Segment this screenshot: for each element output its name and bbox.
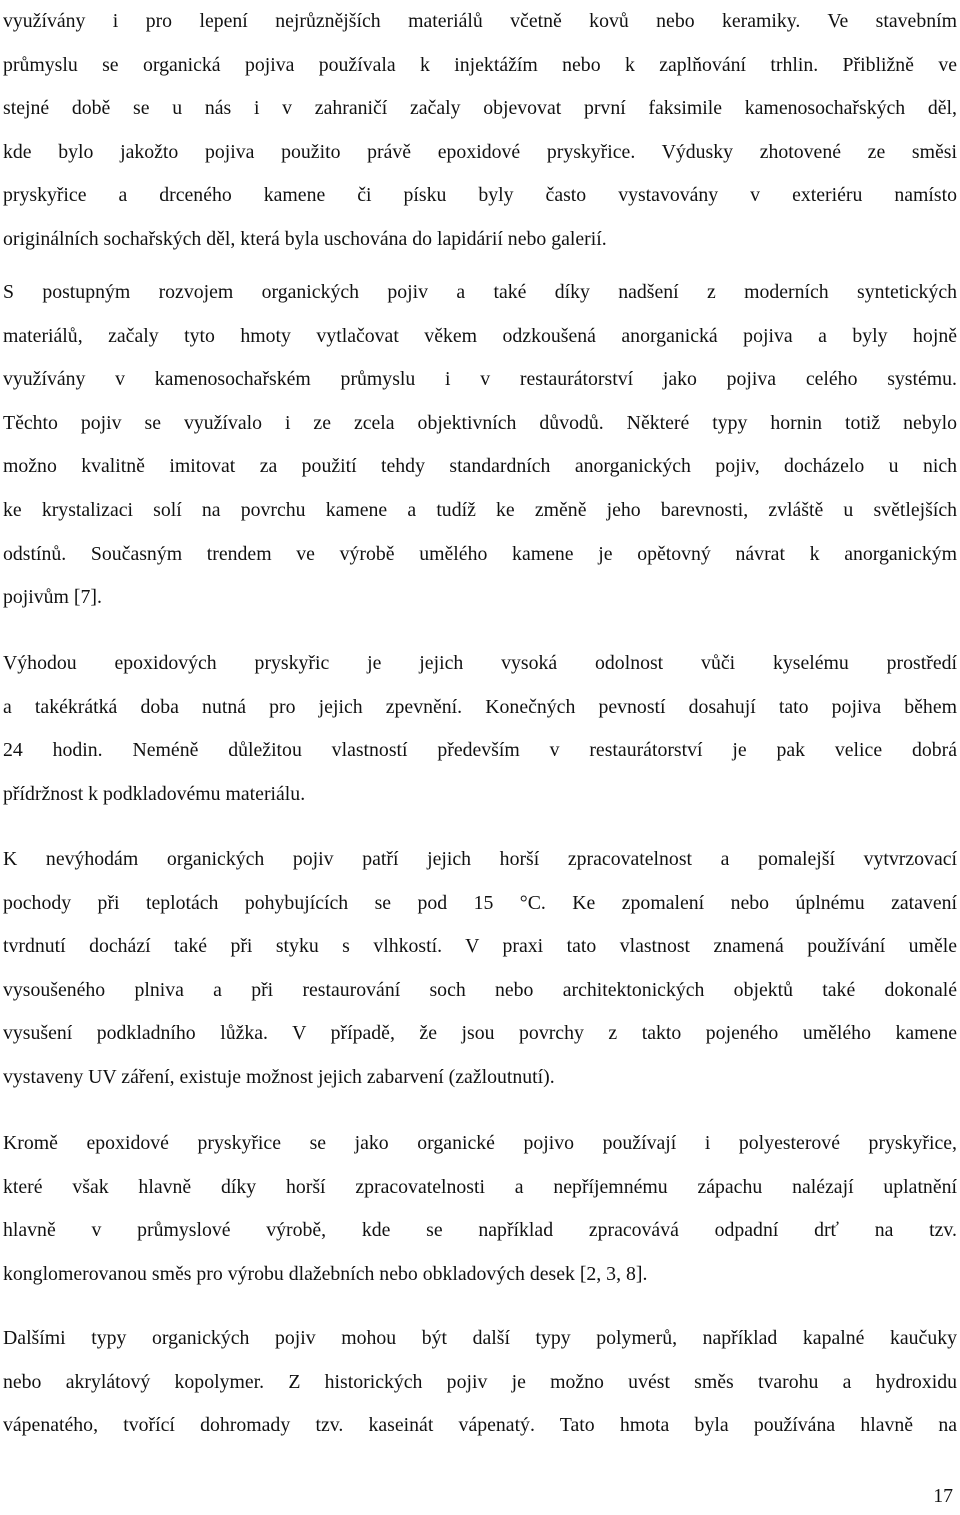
text-line: Výhodou epoxidových pryskyřic je jejich vysoká odolnost vůči kyselému prostředí (3, 652, 957, 674)
text-line: ke krystalizaci solí na povrchu kamene a tudíž ke změně jeho barevnosti, zvláště u světlejších (3, 498, 957, 521)
text-line: vysoušeného plniva a při restaurování soch nebo architektonických objektů také dokonalé (3, 978, 957, 1001)
text-line: které však hlavně díky horší zpracovatelnosti a nepříjemnému zápachu nalézají uplatnění (3, 1175, 957, 1198)
text-line: vystaveny UV záření, existuje možnost jejich zabarvení (zažloutnutí). (3, 1065, 555, 1088)
paragraph-organic-disadvantages (3, 838, 957, 1100)
document-page (3, 0, 957, 1515)
text-line: Dalšími typy organických pojiv mohou být další typy polymerů, například kapalné kaučuky (3, 1327, 957, 1349)
text-line: stejné době se u nás i v zahraničí začaly objevovat první faksimile kamenosochařských děl, (3, 97, 957, 120)
text-line: hlavně v průmyslové výrobě, kde se například zpracovává odpadní drť na tzv. (3, 1219, 957, 1242)
text-line: nebo akrylátový kopolymer. Z historických pojiv je možno uvést směs tvarohu a hydroxidu (3, 1370, 957, 1393)
text-line: tvrdnutí dochází také při styku s vlhkostí. V praxi tato vlastnost znamená používání uměle (3, 935, 957, 958)
text-line: využívány v kamenosochařském průmyslu i v restaurátorství jako pojiva celého systému. (3, 368, 957, 391)
text-line: vysušení podkladního lůžka. V případě, že jsou povrchy z takto pojeného umělého kamene (3, 1022, 957, 1045)
text-line: S postupným rozvojem organických pojiv a také díky nadšení z moderních syntetických (3, 281, 957, 303)
text-line: materiálů, začaly tyto hmoty vytlačovat věkem odzkoušená anorganická pojiva a byly hojně (3, 324, 957, 347)
text-line: Kromě epoxidové pryskyřice se jako organické pojivo používají i polyesterové pryskyřice, (3, 1132, 957, 1154)
text-line: K nevýhodám organických pojiv patří jejich horší zpracovatelnost a pomalejší vytvrzovací (3, 848, 957, 870)
text-line: kde bylo jakožto pojiva použito právě epoxidové pryskyřice. Výdusky zhotovené ze směsi (3, 140, 957, 163)
text-line: průmyslu se organická pojiva používala k injektážím nebo k zaplňování trhlin. Přibližně ve (3, 53, 957, 76)
text-line: originálních sochařských děl, která byla uschována do lapidárií nebo galerií. (3, 227, 607, 250)
text-line: pojivům [7]. (3, 586, 102, 609)
paragraph-epoxy-advantages (3, 642, 957, 816)
text-line: odstínů. Současným trendem ve výrobě umělého kamene je opětovný návrat k anorganickým (3, 542, 957, 565)
page-number: 17 (933, 1485, 953, 1507)
text-line: možno kvalitně imitovat za použití tehdy standardních anorganických pojiv, docházelo u nich (3, 455, 957, 478)
text-line: pochody při teplotách pohybujících se pod 15 °C. Ke zpomalení nebo úplnému zatavení (3, 891, 957, 914)
paragraph-other-organic-binders (3, 1317, 957, 1448)
text-line: konglomerovanou směs pro výrobu dlažebních nebo obkladových desek [2, 3, 8]. (3, 1262, 648, 1285)
paragraph-organic-binders-development (3, 271, 957, 620)
text-line: Těchto pojiv se využívalo i ze zcela objektivních důvodů. Některé typy hornin totiž nebylo (3, 411, 957, 434)
text-line: pryskyřice a drceného kamene či písku byly často vystavovány v exteriéru namísto (3, 184, 957, 207)
text-line: přídržnost k podkladovému materiálu. (3, 782, 306, 805)
text-line: využívány i pro lepení nejrůznějších materiálů včetně kovů nebo keramiky. Ve stavebním (3, 10, 957, 32)
text-line: vápenatého, tvořící dohromady tzv. kaseinát vápenatý. Tato hmota byla používána hlavně na (3, 1414, 957, 1437)
text-line: 24 hodin. Neméně důležitou vlastností především v restaurátorství je pak velice dobrá (3, 739, 957, 762)
paragraph-binders-history (3, 0, 957, 262)
text-line: a takékrátká doba nutná pro jejich zpevnění. Konečných pevností dosahují tato pojiva během (3, 695, 957, 718)
paragraph-polyester-resins (3, 1122, 957, 1296)
